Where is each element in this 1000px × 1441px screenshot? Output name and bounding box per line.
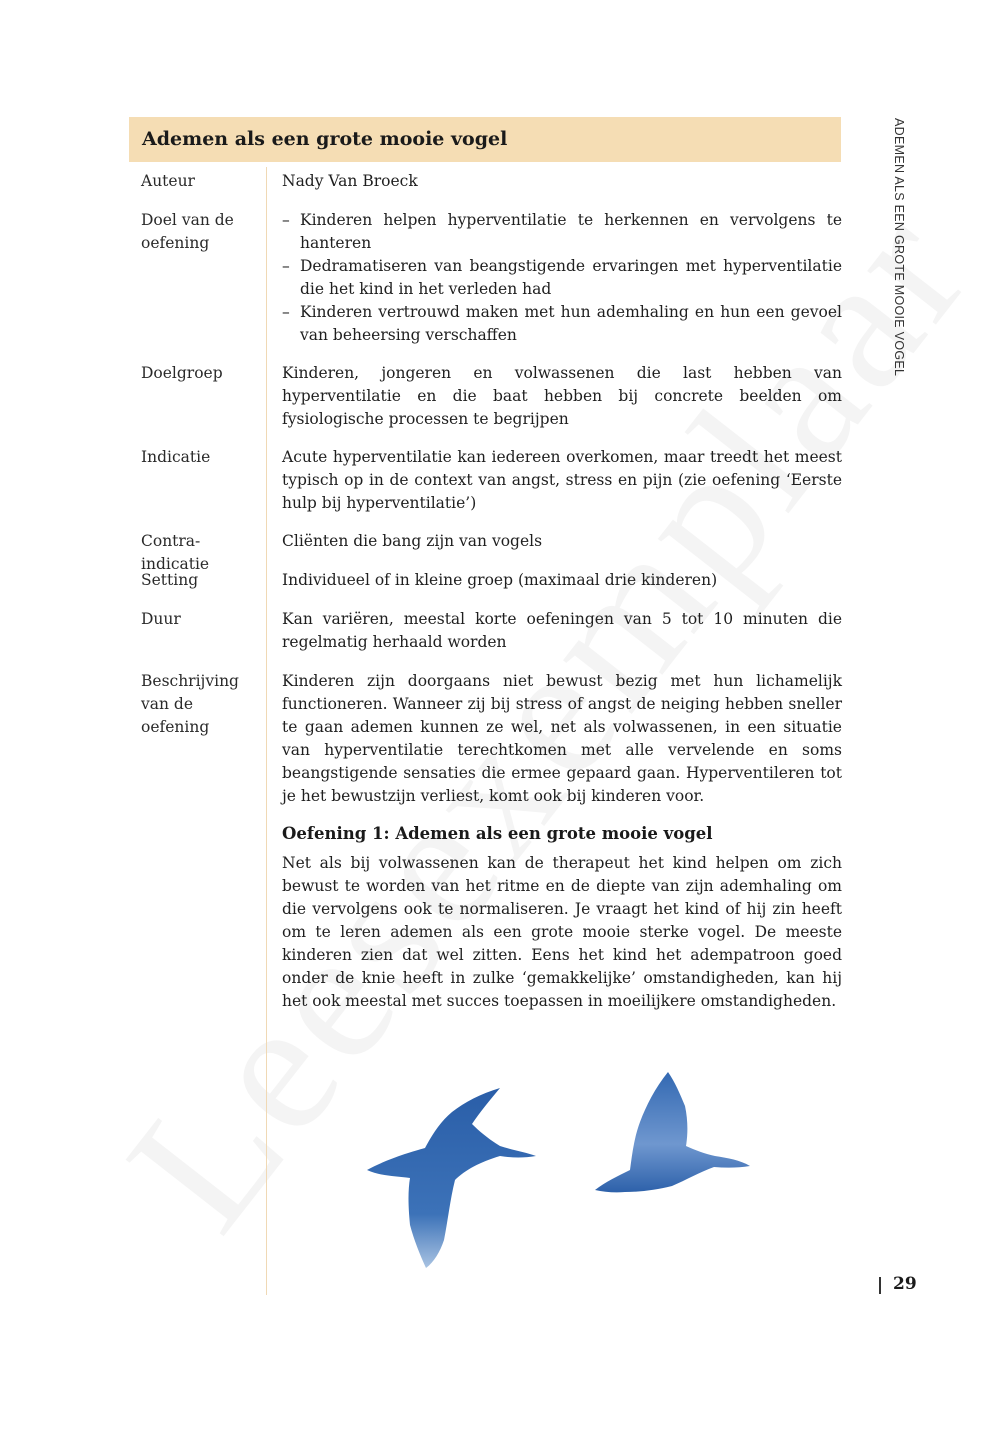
label-duur: Duur [141, 610, 181, 628]
label-doel: Doel van de oefening [141, 211, 234, 252]
value-contra-indicatie: Cliënten die bang zijn van vogels [282, 532, 543, 550]
doel-list [282, 209, 842, 347]
value-indicatie: Acute hyperventilatie kan iedereen overkomen, maar treedt het meest typisch op in de context van angst, stress en pijn (zie oefening ‘Eerste hulp bij hyperventilatie’) [282, 448, 842, 512]
bird-left-icon [367, 1088, 536, 1268]
exercise-paragraph: Net als bij volwassenen kan de therapeut het kind helpen om zich bewust te worden van het ritme en de diepte van zijn ademhaling om die vervolgens ook te normaliseren. Je vraagt het kind of hij zin heeft om te leren ademen als een grote mooie sterke vogel. De meeste kinderen zien dat wel zitten. Eens het kind het adempatroon goed onder de knie heeft in zulke ‘gemakkelijke’ omstandigheden, kan hij het ook meestal met succes toepassen in moeilijkere omstandigheden. [282, 854, 842, 1010]
label-indicatie: Indicatie [141, 448, 211, 466]
page-number-tick [879, 1277, 881, 1294]
label-auteur: Auteur [141, 172, 195, 190]
value-doel [282, 209, 842, 347]
value-beschrijving: Kinderen zijn doorgaans niet bewust bezig met hun lichamelijk functioneren. Wanneer zij bij stress of angst de neiging hebben sneller te gaan ademen kunnen ze wel, net als volwassenen, in een situatie van hyperventilatie terechtkomen met alle vervelende en soms beangstigende sensaties die ermee gepaard gaan. Hyperventileren tot je het bewustzijn verliest, komt ook bij kinderen voor. [282, 672, 842, 805]
page-number: 29 [893, 1274, 917, 1294]
page-title: Ademen als een grote mooie vogel [142, 128, 508, 150]
flying-birds-icon [340, 1030, 780, 1280]
title-bar [129, 117, 841, 162]
exercise-heading: Oefening 1: Ademen als een grote mooie vogel [282, 824, 713, 843]
label-doelgroep: Doelgroep [141, 364, 223, 382]
value-duur: Kan variëren, meestal korte oefeningen van 5 tot 10 minuten die regelmatig herhaald worden [282, 610, 842, 651]
label-setting: Setting [141, 571, 199, 589]
list-item: – Kinderen helpen hyperventilatie te herkennen en vervolgens te hanteren [282, 211, 842, 252]
label-beschrijving: Beschrijving van de oefening [141, 672, 239, 736]
running-header: ADEMEN ALS EEN GROTE MOOIE VOGEL [892, 118, 906, 377]
value-auteur: Nady Van Broeck [282, 172, 418, 190]
value-setting: Individueel of in kleine groep (maximaal drie kinderen) [282, 571, 718, 589]
list-item: – Dedramatiseren van beangstigende ervaringen met hyperventilatie die het kind in het verleden had [282, 257, 842, 298]
bird-right-icon [595, 1072, 750, 1192]
list-item: – Kinderen vertrouwd maken met hun ademhaling en hun een gevoel van beheersing verschaffen [282, 303, 842, 344]
label-contra-indicatie: Contra-indicatie [141, 532, 210, 573]
value-doelgroep: Kinderen, jongeren en volwassenen die last hebben van hyperventilatie en die baat hebben bij concrete beelden om fysiologische processen te begrijpen [282, 364, 842, 428]
column-divider [266, 167, 267, 1295]
